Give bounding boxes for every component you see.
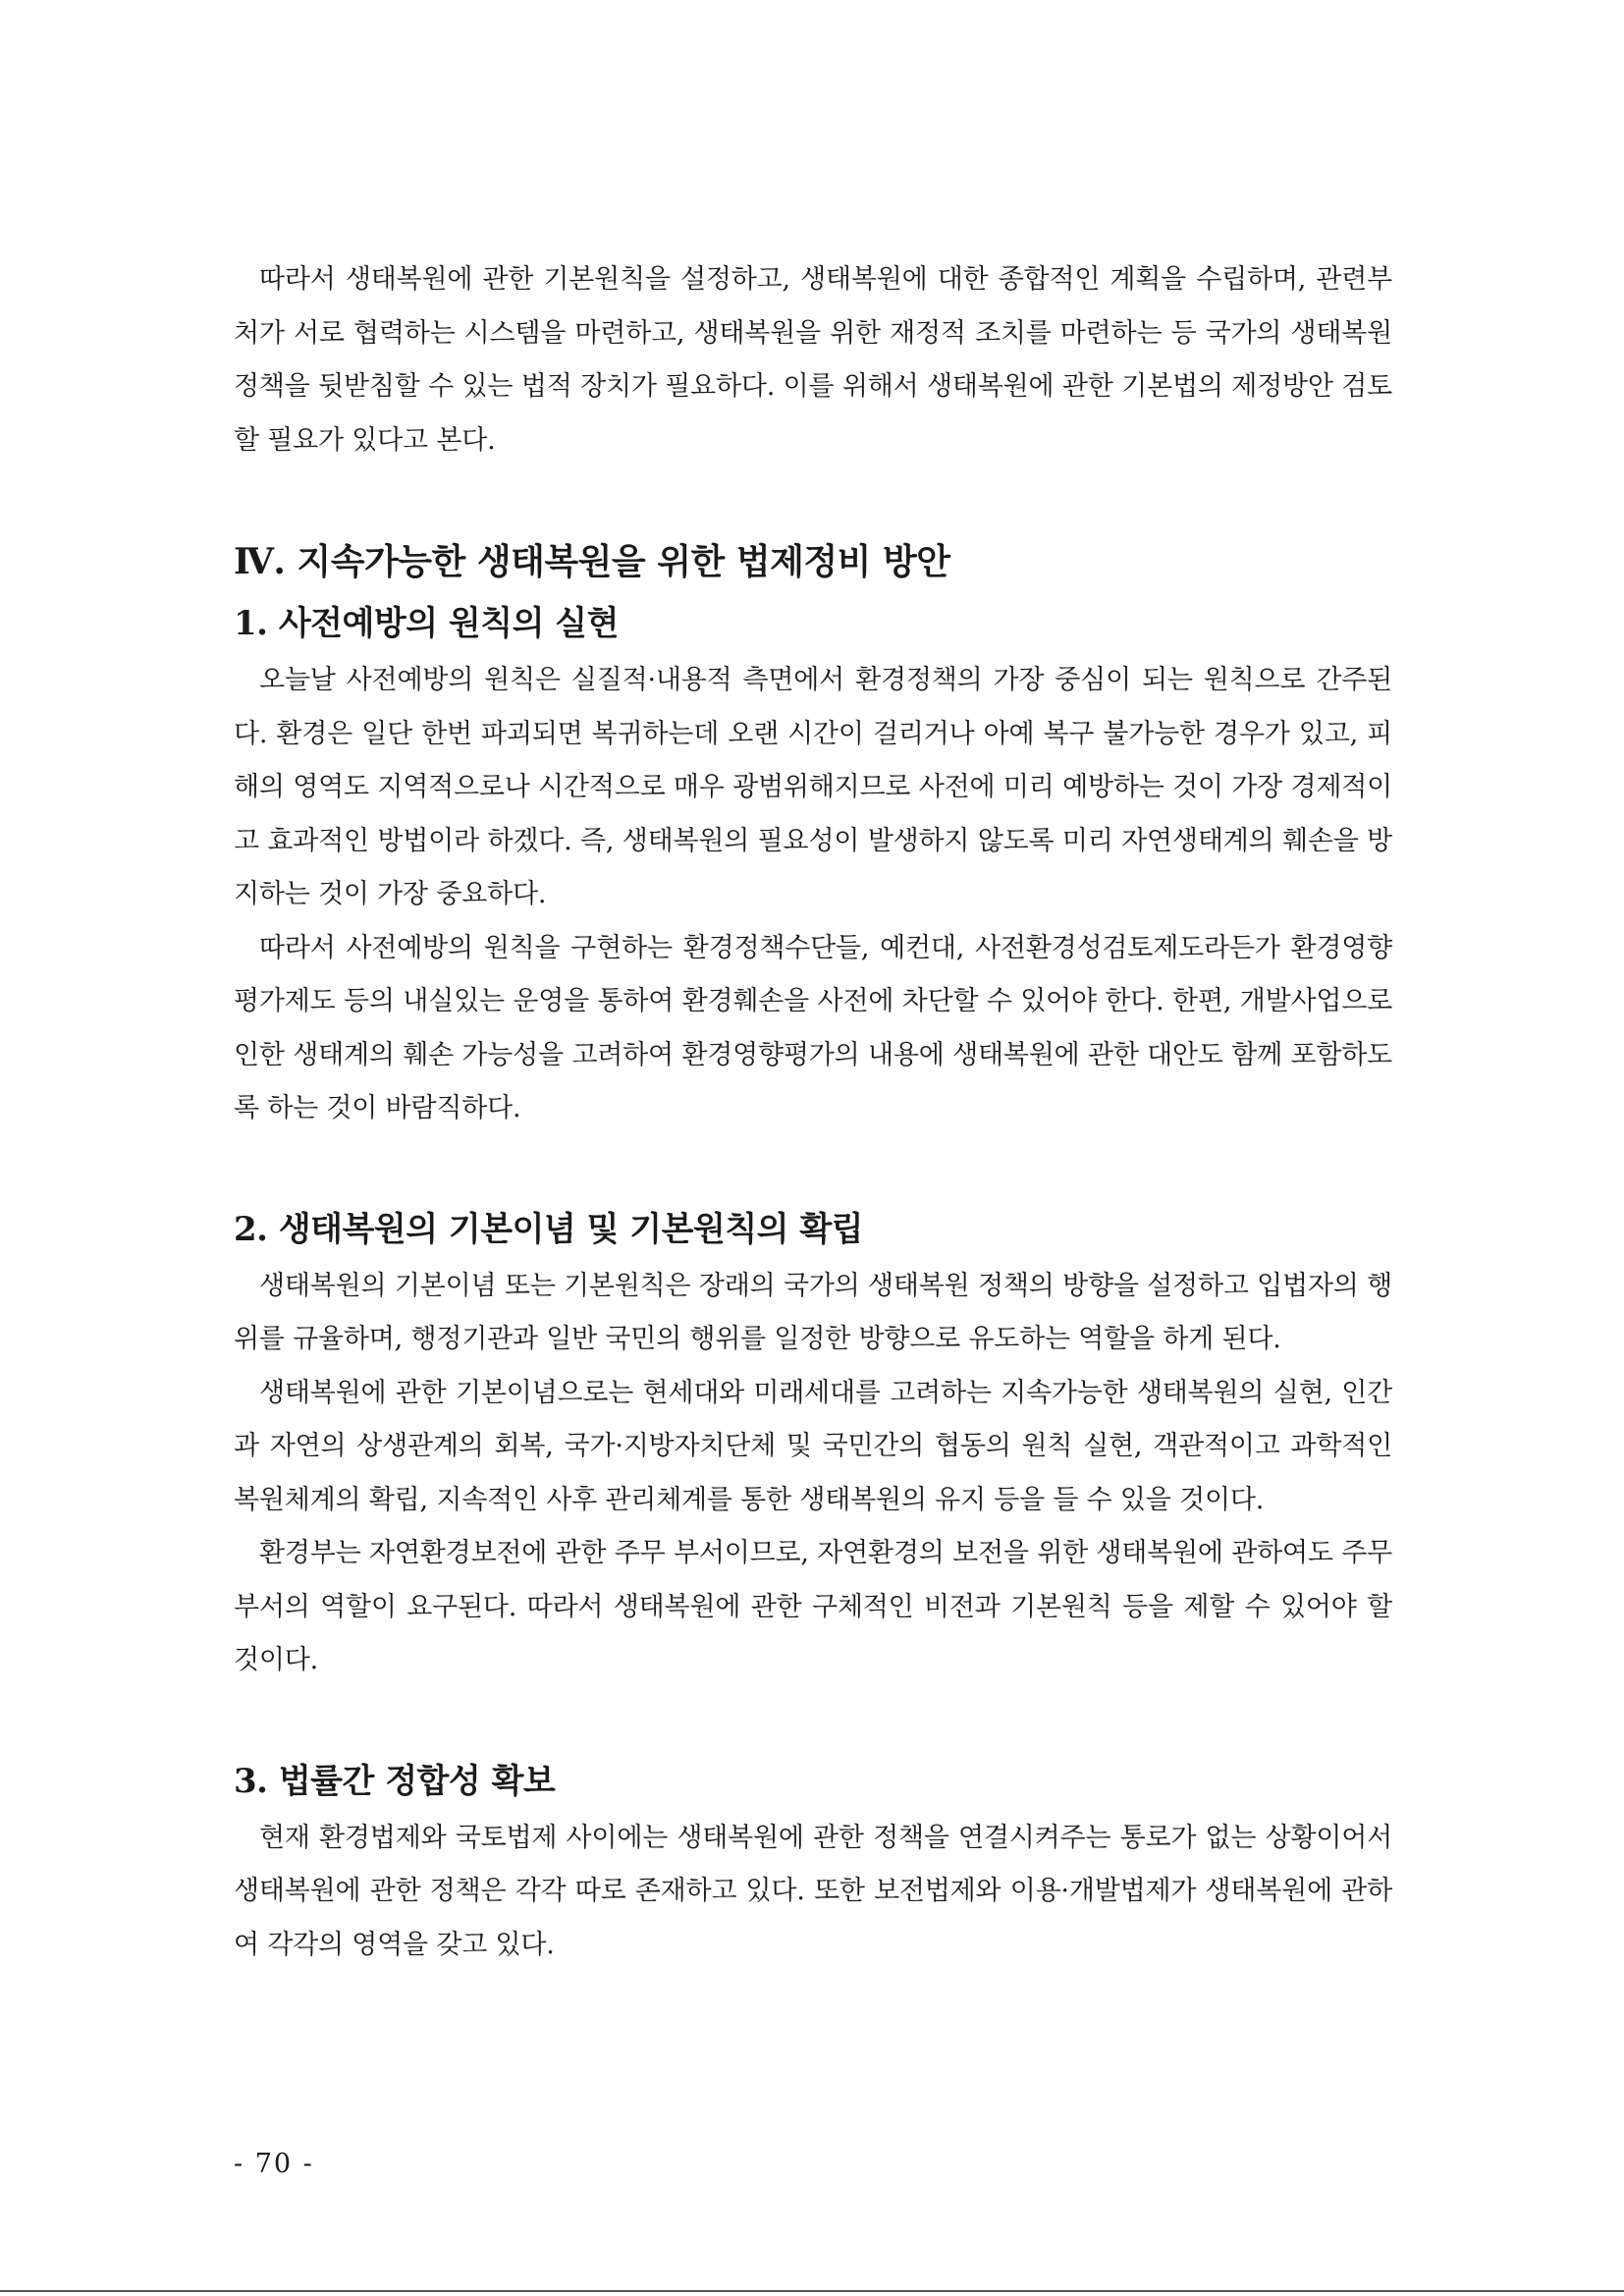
page-body <box>234 253 1392 1972</box>
intro-paragraph: 따라서 생태복원에 관한 기본원칙을 설정하고, 생태복원에 대한 종합적인 계획을 수립하며, 관련부처가 서로 협력하는 시스템을 마련하고, 생태복원을 위한 재정적 조치를 마련하는 등 국가의 생태복원정책을 뒷받침할 수 있는 법적 장치가 필요하다. 이를 위해서 생태복원에 관한 기본법의 제정방안 검토할 필요가 있다고 본다. <box>234 264 1392 456</box>
subsection-heading-1: 1. 사전예방의 원칙의 실현 <box>234 604 619 643</box>
subsection-2-paragraph: 생태복원의 기본이념 또는 기본원칙은 장래의 국가의 생태복원 정책의 방향을 설정하고 입법자의 행위를 규율하며, 행정기관과 일반 국민의 행위를 일정한 방향으로 유도하는 역할을 하게 된다. <box>234 1270 1392 1354</box>
subsection-3-paragraph: 현재 환경법제와 국토법제 사이에는 생태복원에 관한 정책을 연결시켜주는 통로가 없는 상황이어서 생태복원에 관한 정책은 각각 따로 존재하고 있다. 또한 보전법제와 이용·개발법제가 생태복원에 관하여 각각의 영역을 갖고 있다. <box>234 1822 1392 1960</box>
page-number: - 70 - <box>234 2149 314 2179</box>
subsection-heading-3: 3. 법률간 정합성 확보 <box>234 1761 556 1801</box>
subsection-1-paragraph: 오늘날 사전예방의 원칙은 실질적·내용적 측면에서 환경정책의 가장 중심이 되는 원칙으로 간주된다. 환경은 일단 한번 파괴되면 복귀하는데 오랜 시간이 걸리거나 아예 복구 불가능한 경우가 있고, 피해의 영역도 지역적으로나 시간적으로 매우 광범위해지므로 사전에 미리 예방하는 것이 가장 경제적이고 효과적인 방법이라 하겠다. 즉, 생태복원의 필요성이 발생하지 않도록 미리 자연생태계의 훼손을 방지하는 것이 가장 중요하다. <box>234 665 1393 909</box>
subsection-1-paragraph: 따라서 사전예방의 원칙을 구현하는 환경정책수단들, 예컨대, 사전환경성검토제도라든가 환경영향평가제도 등의 내실있는 운영을 통하여 환경훼손을 사전에 차단할 수 있어야 한다. 한편, 개발사업으로 인한 생태계의 훼손 가능성을 고려하여 환경영향평가의 내용에 생태복원에 관한 대안도 함께 포함하도록 하는 것이 바람직하다. <box>234 932 1392 1123</box>
section-heading-4: Ⅳ. 지속가능한 생태복원을 위한 법제정비 방안 <box>234 541 950 582</box>
subsection-heading-2: 2. 생태복원의 기본이념 및 기본원칙의 확립 <box>234 1209 864 1249</box>
bottom-divider <box>0 2290 1624 2292</box>
subsection-2-paragraph: 생태복원에 관한 기본이념으로는 현세대와 미래세대를 고려하는 지속가능한 생태복원의 실현, 인간과 자연의 상생관계의 회복, 국가·지방자치단체 및 국민간의 협동의 원칙 실현, 객관적이고 과학적인 복원체계의 확립, 지속적인 사후 관리체계를 통한 생태복원의 유지 등을 들 수 있을 것이다. <box>234 1377 1392 1515</box>
subsection-2-paragraph: 환경부는 자연환경보전에 관한 주무 부서이므로, 자연환경의 보전을 위한 생태복원에 관하여도 주무부서의 역할이 요구된다. 따라서 생태복원에 관한 구체적인 비전과 기본원칙 등을 제할 수 있어야 할 것이다. <box>234 1538 1392 1675</box>
